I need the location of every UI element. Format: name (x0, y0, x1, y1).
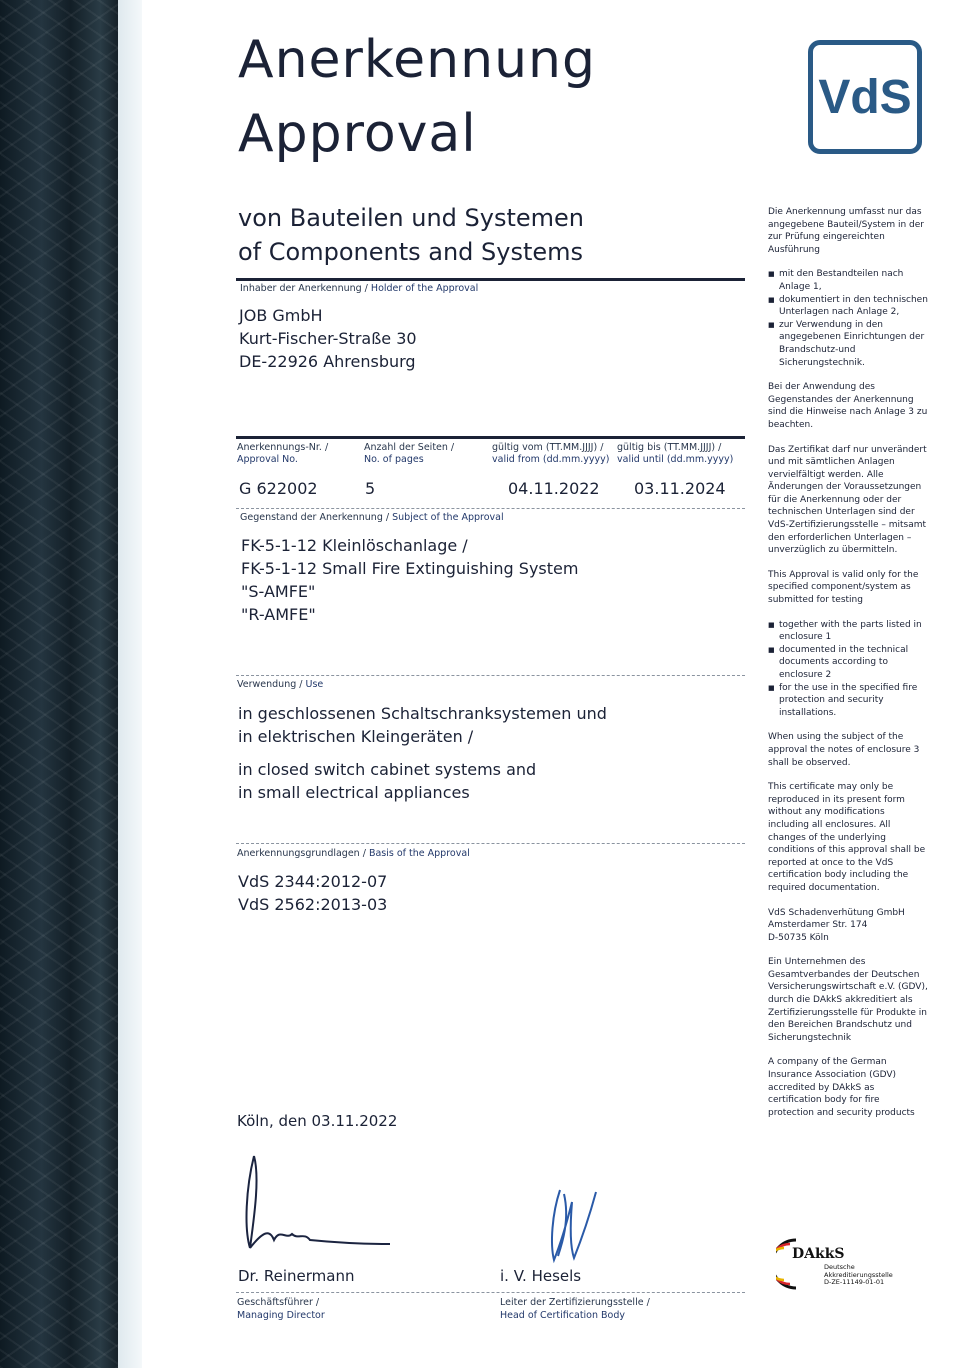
pages-label: Anzahl der Seiten / No. of pages (364, 442, 455, 465)
divider (236, 1292, 745, 1293)
sidebar-paragraph: Die Anerkennung umfasst nur das angegebene Bauteil/System in der zur Prüfung eingereichten Ausführung (768, 207, 925, 255)
signatory-name-2: i. V. Hesels (500, 1267, 582, 1285)
sidebar-paragraph: This Approval is valid only for the specified component/system as submitted for testing (768, 569, 919, 606)
basis-line: VdS 2562:2013-03 (238, 895, 388, 914)
dakks-name: DAkkS (792, 1246, 845, 1262)
sidebar-address: VdS Schadenverhütung GmbH Amsterdamer Str. 174 D-50735 Köln (768, 907, 905, 943)
basis-label: Anerkennungsgrundlagen / Basis of the Approval (237, 848, 470, 859)
sidebar-list-en (768, 619, 928, 720)
subtitle-en: of Components and Systems (238, 238, 584, 266)
divider (236, 675, 745, 676)
holder-line: JOB GmbH (239, 306, 323, 325)
use-label: Verwendung / Use (237, 679, 324, 690)
title-en: Approval (238, 104, 477, 164)
subject-line: "S-AMFE" (241, 582, 316, 601)
valid-from-value: 04.11.2022 (508, 479, 600, 498)
approval-no-value: G 622002 (239, 479, 318, 498)
subject-text (241, 534, 578, 626)
signature-hesels (540, 1184, 610, 1264)
signature-reinermann (240, 1148, 400, 1258)
use-de (238, 702, 607, 748)
list-item: ■ dokumentiert in den technischen Unterlagen nach Anlage 2, (768, 294, 928, 319)
list-item: ■ mit den Bestandteilen nach Anlage 1, (768, 268, 928, 293)
subject-line: FK-5-1-12 Kleinlöschanlage / (241, 536, 468, 555)
security-band-edge (118, 0, 142, 1368)
valid-until-value: 03.11.2024 (634, 479, 726, 498)
signatory-role-2: Leiter der Zertifizierungsstelle / Head of Certification Body (500, 1297, 650, 1321)
list-item: ■ zur Verwendung in den angegebenen Einrichtungen der Brandschutz-und Sicherungstechnik. (768, 319, 928, 369)
sidebar-paragraph: Das Zertifikat darf nur unverändert und mit sämtlichen Anlagen vervielfältigt werden. Alle Änderungen der Voraussetzungen für die Anerkennung oder der technischen Unterlagen sind der VdS-Zertifizierungsstelle – mitsamt den erforderlichen Unterlagen – unverzüglich zu übermitteln. (768, 444, 927, 556)
security-band (0, 0, 118, 1368)
sidebar-notes (768, 206, 928, 1131)
holder-line: DE-22926 Ahrensburg (239, 352, 416, 371)
subject-line: FK-5-1-12 Small Fire Extinguishing System (241, 559, 579, 578)
sidebar-list-de (768, 268, 928, 369)
list-item: ■ together with the parts listed in enclosure 1 (768, 619, 928, 644)
divider (236, 278, 745, 281)
subject-line: "R-AMFE" (241, 605, 316, 624)
use-line: in geschlossenen Schaltschranksystemen und (238, 704, 607, 723)
title-de: Anerkennung (238, 30, 596, 90)
use-line: in closed switch cabinet systems and (238, 760, 537, 779)
divider (236, 508, 745, 509)
sidebar-paragraph: A company of the German Insurance Association (GDV) accredited by DAkkS as certification body for fire protection and security products (768, 1057, 915, 1118)
vds-logo: VdS (808, 40, 922, 154)
use-en (238, 758, 536, 804)
basis-line: VdS 2344:2012-07 (238, 872, 388, 891)
divider (236, 843, 745, 844)
sidebar-paragraph: Bei der Anwendung des Gegenstandes der Anerkennung sind die Hinweise nach Anlage 3 zu beachten. (768, 382, 928, 430)
sidebar-paragraph: This certificate may only be reproduced in its present form without any modifications including all enclosures. All changes of the underlying conditions of this approval shall be reported at once to the VdS certification body including the required documentation. (768, 782, 926, 893)
dakks-subtitle: Deutsche Akkreditierungsstelle D-ZE-11149-01-01 (824, 1263, 893, 1286)
list-item: ■ documented in the technical documents according to enclosure 2 (768, 644, 928, 682)
sidebar-paragraph: When using the subject of the approval the notes of enclosure 3 shall be observed. (768, 732, 920, 768)
signatory-name-1: Dr. Reinermann (238, 1267, 355, 1285)
valid-from-label: gültig vom (TT.MM.JJJJ) / valid from (dd.mm.yyyy) (492, 442, 610, 465)
use-line: in elektrischen Kleingeräten / (238, 727, 474, 746)
list-item: ■ for the use in the specified fire protection and security installations. (768, 682, 928, 720)
sidebar-paragraph: Ein Unternehmen des Gesamtverbandes der Deutschen Versicherungswirtschaft e.V. (GDV), durch die DAkkS akkreditiert als Zertifizierungsstelle für Produkte in den Bereichen Brandschutz und Sicherungstechnik (768, 957, 928, 1043)
approval-no-label: Anerkennungs-Nr. / Approval No. (237, 442, 329, 465)
valid-until-label: gültig bis (TT.MM.JJJJ) / valid until (dd.mm.yyyy) (617, 442, 734, 465)
divider (236, 436, 745, 439)
subject-label: Gegenstand der Anerkennung / Subject of the Approval (240, 512, 504, 523)
subtitle-de: von Bauteilen und Systemen (238, 204, 584, 232)
holder-label: Inhaber der Anerkennung / Holder of the Approval (240, 283, 479, 294)
holder-address (239, 304, 417, 373)
use-line: in small electrical appliances (238, 783, 470, 802)
basis-list (238, 870, 387, 916)
place-date: Köln, den 03.11.2022 (237, 1112, 398, 1130)
pages-value: 5 (365, 479, 376, 498)
holder-line: Kurt-Fischer-Straße 30 (239, 329, 417, 348)
signatory-role-1: Geschäftsführer / Managing Director (237, 1297, 325, 1321)
